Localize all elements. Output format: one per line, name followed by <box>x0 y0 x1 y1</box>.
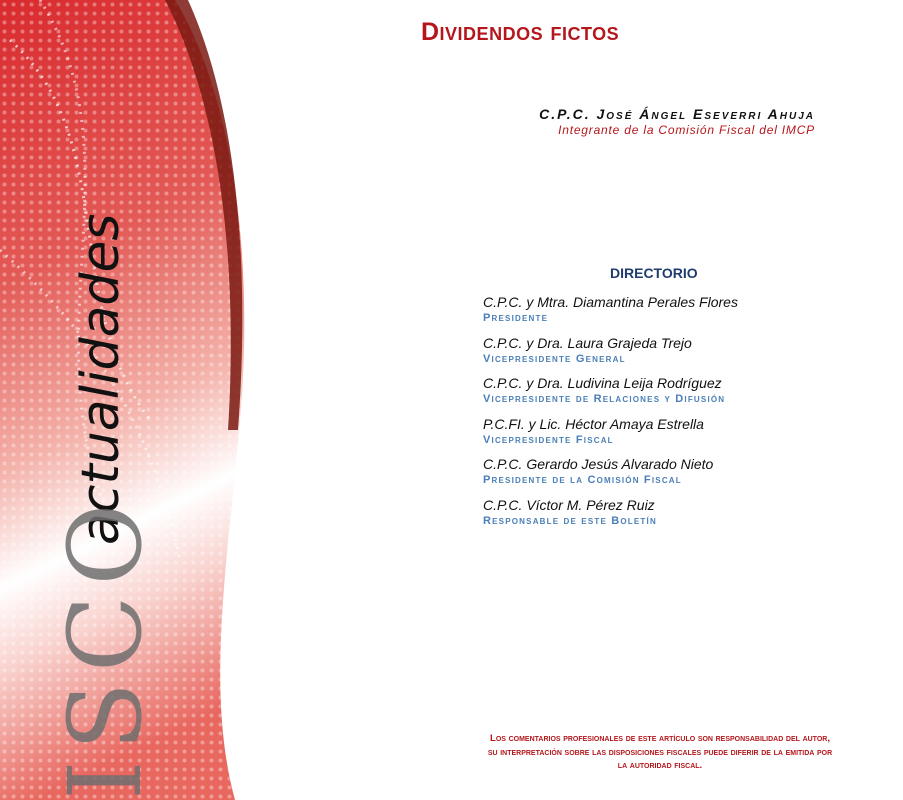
entry-role: Responsable de este Boletín <box>483 514 657 527</box>
author-name: C.P.C. José Ángel Eseverri Ahuja <box>539 106 815 122</box>
entry-name: C.P.C. y Dra. Ludivina Leija Rodríguez <box>483 375 722 391</box>
directorio-entry <box>483 456 738 497</box>
directorio-entry <box>483 294 738 335</box>
entry-name: C.P.C. y Dra. Laura Grajeda Trejo <box>483 334 692 351</box>
directorio-heading: DIRECTORIO <box>610 265 698 281</box>
entry-name: C.P.C. Gerardo Jesús Alvarado Nieto <box>483 456 714 472</box>
entry-name: P.C.FI. y Lic. Héctor Amaya Estrella <box>483 415 704 432</box>
directorio-entry <box>483 497 738 538</box>
disclaimer-note: Los comentarios profesionales de este artículo son responsabilidad del autor, su interpretación sobre las disposiciones fiscales puede diferir de la emitida por la autoridad fiscal. <box>487 733 833 771</box>
directorio-entry <box>483 375 738 416</box>
entry-role: Vicepresidente General <box>483 352 626 365</box>
entry-role: Vicepresidente de Relaciones y Difusión <box>483 393 726 405</box>
entry-name: C.P.C. Víctor M. Pérez Ruiz <box>483 496 655 513</box>
entry-role: Presidente <box>483 312 549 324</box>
document-title: Dividendos fictos <box>421 18 620 46</box>
directorio-list <box>483 294 738 537</box>
cover-art <box>0 0 260 800</box>
brand-isco: ISCO <box>47 493 164 800</box>
directorio-entry <box>483 335 738 376</box>
entry-name: C.P.C. y Mtra. Diamantina Perales Flores <box>483 294 738 310</box>
directorio-entry <box>483 416 738 457</box>
entry-role: Vicepresidente Fiscal <box>483 433 614 446</box>
author-role: Integrante de la Comisión Fiscal del IMCP <box>558 123 815 137</box>
entry-role: Presidente de la Comisión Fiscal <box>483 474 682 486</box>
author-block <box>539 106 815 137</box>
brand-actualidades: actualidades <box>71 213 131 545</box>
